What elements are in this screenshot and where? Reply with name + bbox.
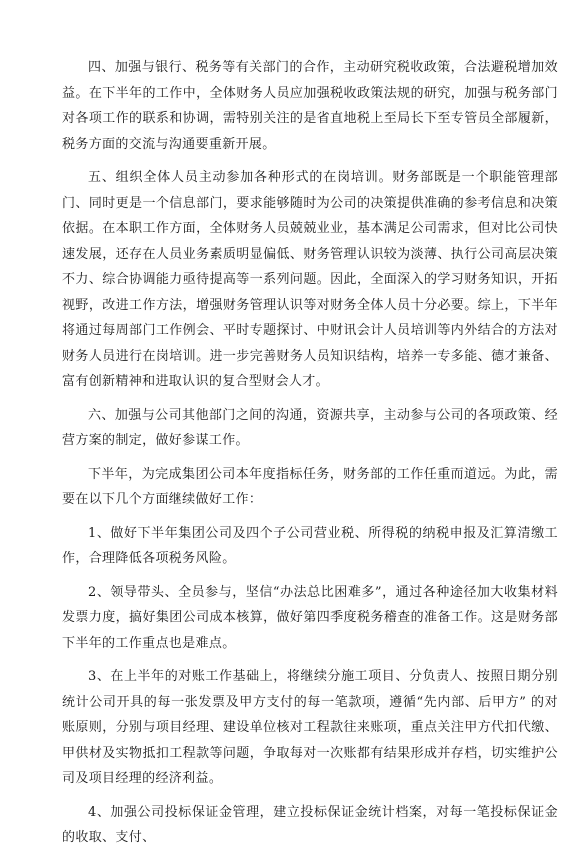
list-item-account-reconciliation: 3、在上半年的对账工作基础上，将继续分施工项目、分负责人、按照日期分别统计公司开具的每一张发票及甲方支付的每一笔款项，遵循“先内部、后甲方” 的对账原则，分别与项目经理、建设单位核对工程款往来账项，重点关注甲方代扣代缴、甲供材及实物抵扣工程款等问题，争取每对一次账都有结果形成并存档，切实维护公司及项目经理的经济利益。 bbox=[62, 669, 558, 786]
paragraph-department-communication: 六、加强与公司其他部门之间的沟通，资源共享，主动参与公司的各项政策、经营方案的制定，做好参谋工作。 bbox=[62, 407, 558, 448]
list-item-bid-deposit: 4、加强公司投标保证金管理，建立投标保证金统计档案，对每一笔投标保证金的收取、支付、 bbox=[62, 804, 558, 845]
paragraph-staff-training: 五、组织全体人员主动参加各种形式的在岗培训。财务部既是一个职能管理部门、同时更是一个信息部门，要求能够随时为公司的决策提供准确的参考信息和决策依据。在本职工作方面，全体财务人员兢兢业业，基本满足公司需求，但对比公司快速发展，还存在人员业务素质明显偏低、财务管理认识较为淡薄、执行公司高层决策不力、综合协调能力亟待提高等一系列问题。因此，全面深入的学习财务知识，开拓视野，改进工作方法，增强财务管理认识等对财务全体人员十分必要。综上，下半年将通过每周部门工作例会、平时专题探讨、中财讯会计人员培训等内外结合的方法对财务人员进行在岗培训。进一步完善财务人员知识结构，培养一专多能、德才兼备、富有创新精神和进取认识的复合型财会人才。 bbox=[62, 170, 558, 389]
document-page bbox=[62, 55, 558, 857]
list-item-invoice-collection: 2、领导带头、全员参与，坚信“办法总比困难多”，通过各种途径加大收集材料发票力度，搞好集团公司成本核算，做好第四季度税务稽查的准备工作。这是财务部下半年的工作重点也是难点。 bbox=[62, 584, 558, 651]
list-item-tax-filing: 1、做好下半年集团公司及四个子公司营业税、所得税的纳税申报及汇算清缴工作，合理降低各项税务风险。 bbox=[62, 525, 558, 566]
paragraph-second-half-intro: 下半年，为完成集团公司本年度指标任务，财务部的工作任重而道远。为此，需要在以下几个方面继续做好工作： bbox=[62, 466, 558, 507]
paragraph-tax-cooperation: 四、加强与银行、税务等有关部门的合作，主动研究税收政策，合法避税增加效益。在下半年的工作中，全体财务人员应加强税收政策法规的研究，加强与税务部门对各项工作的联系和协调，需特别关注的是省直地税上至局长下至专管员全部履新，税务方面的交流与沟通要重新开展。 bbox=[62, 60, 558, 152]
